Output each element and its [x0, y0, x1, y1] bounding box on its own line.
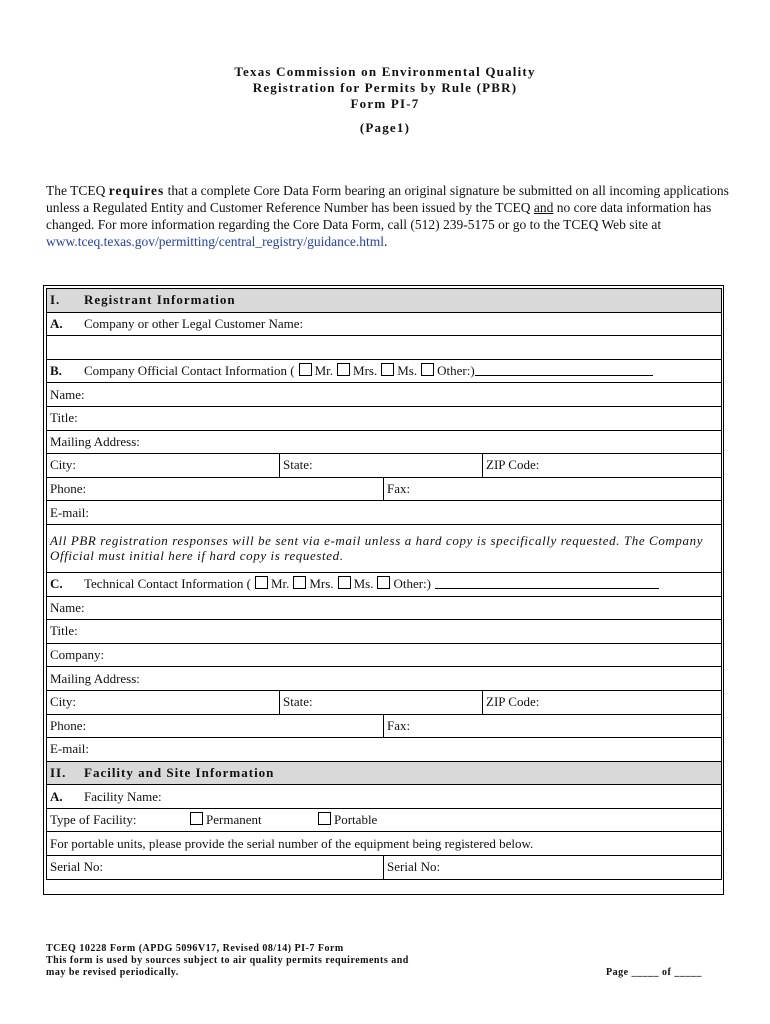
official-contact-label: Company Official Contact Information (	[84, 363, 295, 379]
company-name-label-row	[47, 312, 722, 336]
footer-usage-note: This form is used by sources subject to air quality permits requirements and	[46, 955, 409, 966]
tech-email-field[interactable]: E-mail:	[47, 738, 722, 762]
other-label: Other:)	[437, 363, 475, 379]
footer-form-id: TCEQ 10228 Form (APDG 5096V17, Revised 08/14) PI-7 Form	[46, 943, 344, 954]
facility-name-field[interactable]	[47, 785, 722, 809]
other-blank[interactable]	[475, 363, 653, 376]
facility-name-label: Facility Name:	[84, 788, 162, 804]
footer-page-number: Page _____ of _____	[606, 967, 702, 978]
technical-contact-row	[47, 572, 722, 596]
tech-company-field[interactable]: Company:	[47, 643, 722, 667]
guidance-link[interactable]: www.tceq.texas.gov/permitting/central_registry/guidance.html	[46, 234, 385, 249]
company-name-label: Company or other Legal Customer Name:	[84, 315, 304, 331]
item-number: C.	[50, 576, 63, 592]
footer-revision-note: may be revised periodically.	[46, 967, 179, 978]
official-fax-field[interactable]: Fax:	[384, 477, 722, 501]
mr-label: Mr.	[270, 576, 290, 592]
official-email-field[interactable]: E-mail:	[47, 501, 722, 525]
intro-bold: requires	[108, 183, 165, 198]
tech-mrs-checkbox[interactable]	[293, 576, 306, 589]
official-name-field[interactable]: Name:	[47, 383, 722, 407]
official-phone-field[interactable]: Phone:	[47, 477, 384, 501]
item-number: B.	[50, 363, 62, 379]
technical-contact-label: Technical Contact Information (	[84, 576, 251, 592]
form-title: Registration for Permits by Rule (PBR)	[252, 80, 518, 95]
mr-label: Mr.	[314, 363, 334, 379]
section-number: I.	[50, 292, 61, 308]
ms-label: Ms.	[353, 576, 374, 592]
hard-copy-note: All PBR registration responses will be sent via e-mail unless a hard copy is specifically requested. The Company Official must initial here if hard copy is requested.	[47, 524, 722, 572]
section-title: Registrant Information	[84, 292, 236, 308]
tech-mailing-field[interactable]: Mailing Address:	[47, 667, 722, 691]
serial-no-field-1[interactable]: Serial No:	[47, 856, 384, 880]
portable-note: For portable units, please provide the serial number of the equipment being registered below.	[47, 832, 722, 856]
intro-text: that a complete Core Data Form bearing an original signature be submitted on all incoming applications unless a Regulated Entity and Customer Reference Number has been issued by the TCEQ	[46, 183, 729, 215]
company-name-field[interactable]	[47, 336, 722, 360]
item-number: A.	[50, 788, 63, 804]
tech-city-field[interactable]: City:	[47, 690, 280, 714]
other-label: Other:)	[393, 576, 431, 592]
tech-mr-checkbox[interactable]	[255, 576, 268, 589]
mrs-checkbox[interactable]	[337, 363, 350, 376]
page-label: (Page1)	[359, 120, 411, 135]
intro-text: The TCEQ	[46, 183, 109, 198]
ms-checkbox[interactable]	[381, 363, 394, 376]
official-zip-field[interactable]: ZIP Code:	[483, 454, 722, 478]
facility-type-row	[47, 808, 722, 832]
tech-zip-field[interactable]: ZIP Code:	[483, 690, 722, 714]
official-contact-row	[47, 359, 722, 383]
portable-label: Portable	[334, 812, 378, 828]
official-state-field[interactable]: State:	[280, 454, 483, 478]
intro-paragraph	[46, 182, 736, 250]
serial-no-field-2[interactable]: Serial No:	[384, 856, 722, 880]
section-number: II.	[50, 764, 67, 780]
permanent-label: Permanent	[206, 812, 262, 828]
ms-label: Ms.	[397, 363, 418, 379]
tech-other-blank[interactable]	[435, 576, 659, 589]
registration-form	[46, 288, 722, 880]
section-2-header	[47, 761, 722, 785]
intro-text: .	[384, 234, 388, 249]
form-agency-title: Texas Commission on Environmental Quality	[234, 64, 536, 79]
mrs-label: Mrs.	[309, 576, 334, 592]
portable-checkbox[interactable]	[318, 812, 331, 825]
other-checkbox[interactable]	[421, 363, 434, 376]
official-city-field[interactable]: City:	[47, 454, 280, 478]
tech-phone-field[interactable]: Phone:	[47, 714, 384, 738]
official-mailing-field[interactable]: Mailing Address:	[47, 430, 722, 454]
tech-title-field[interactable]: Title:	[47, 620, 722, 644]
tech-other-checkbox[interactable]	[377, 576, 390, 589]
permanent-checkbox[interactable]	[190, 812, 203, 825]
facility-type-label: Type of Facility:	[50, 812, 137, 828]
tech-name-field[interactable]: Name:	[47, 596, 722, 620]
section-title: Facility and Site Information	[84, 764, 275, 780]
tech-state-field[interactable]: State:	[280, 690, 483, 714]
tech-fax-field[interactable]: Fax:	[384, 714, 722, 738]
section-header	[47, 289, 722, 313]
mr-checkbox[interactable]	[299, 363, 312, 376]
official-title-field[interactable]: Title:	[47, 406, 722, 430]
mrs-label: Mrs.	[353, 363, 378, 379]
item-number: A.	[50, 315, 63, 331]
form-number: Form PI-7	[350, 96, 420, 111]
intro-text: no core data information has changed. For more information regarding the Core Data Form, call (512) 239-5175 or go to the TCEQ Web site at	[46, 200, 712, 232]
section-1-header	[47, 289, 722, 313]
intro-underline: and	[533, 200, 554, 215]
tech-ms-checkbox[interactable]	[338, 576, 351, 589]
